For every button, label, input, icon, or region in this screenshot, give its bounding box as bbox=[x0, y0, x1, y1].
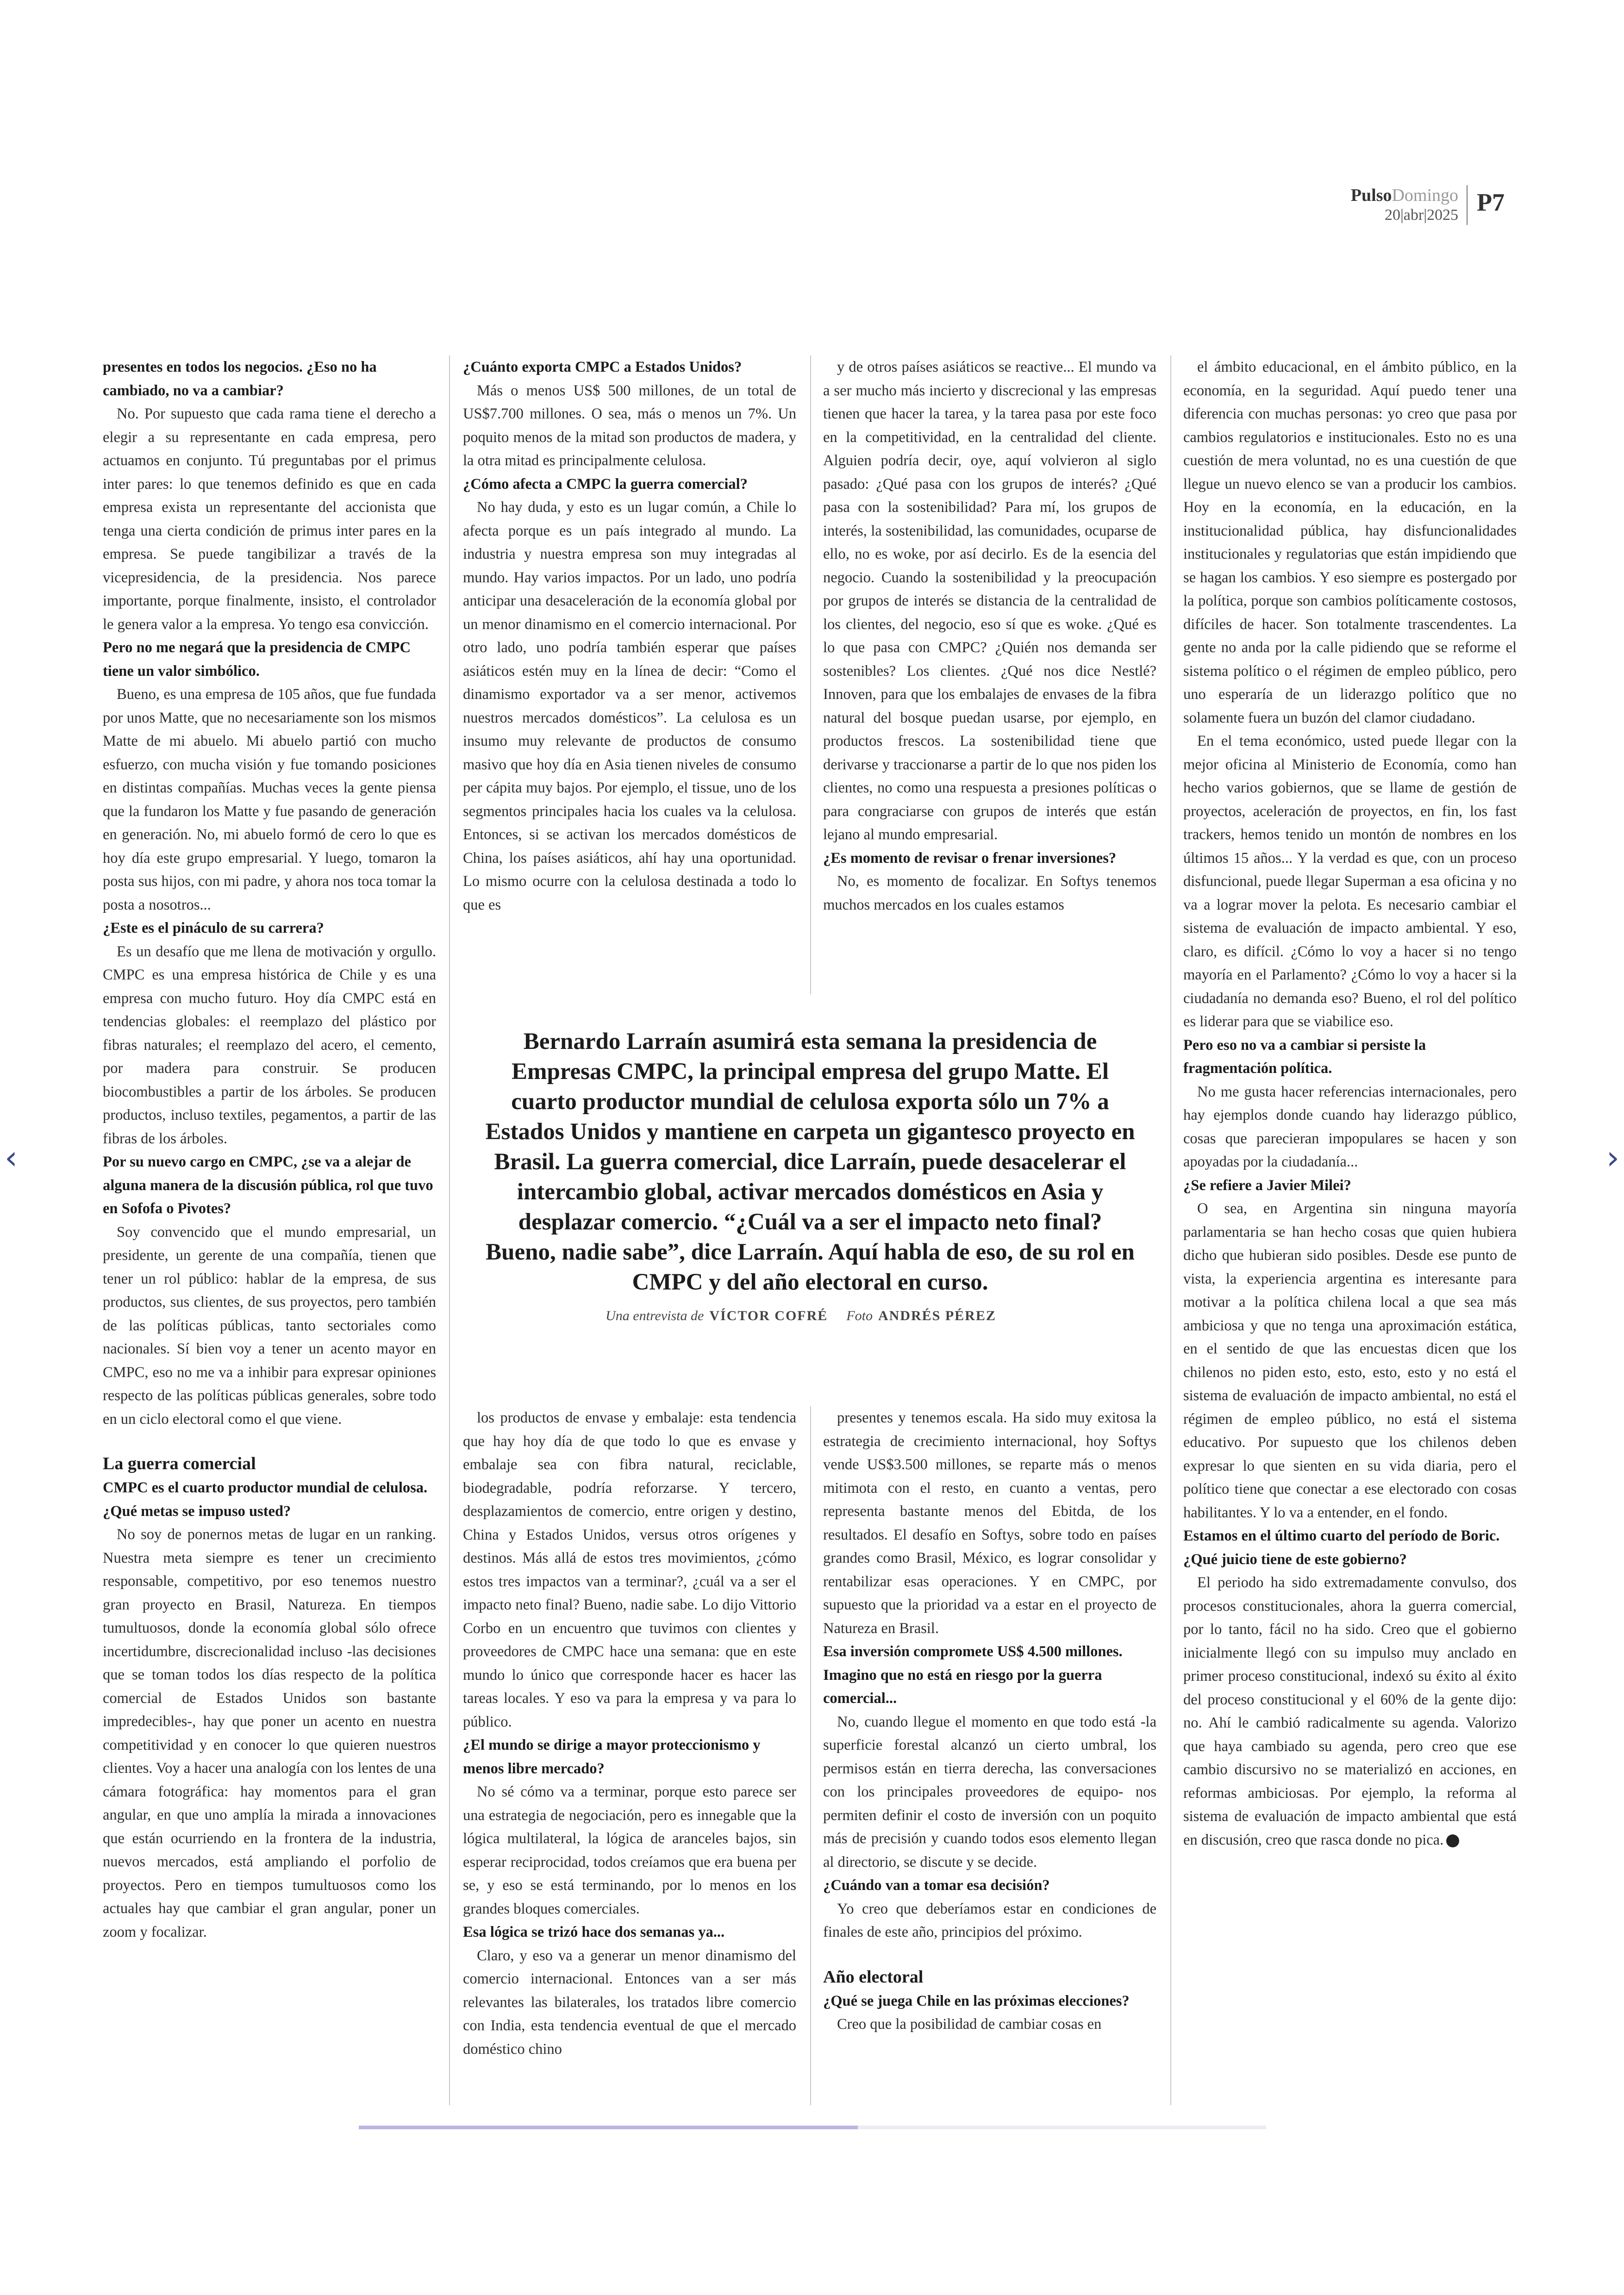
answer-paragraph: No, es momento de focalizar. En Softys tenemos muchos mercados en los cuales estamos bbox=[823, 873, 1156, 913]
answer-paragraph: los productos de envase y embalaje: esta tendencia que hay hoy día de que todo lo que es envase y embalaje sea con fibra natural, reciclable, biodegradable, podría reforzarse. Y tercero, desplazamientos de comercio, entre origen y destino, China y Estados Unidos, versus otros orígenes y destinos. Más allá de estos tres movimientos, ¿cómo estos tres impactos van a terminar?, ¿cuál va a ser el impacto neto final? Bueno, nadie sabe. Lo dijo Vittorio Corbo en un encuentro que tuvimos con clientes y proveedores de CMPC hace una semana: que en este mundo lo único que corresponde hacer es hacer las tareas locales. Y eso va para la empresa y va para lo público. bbox=[463, 1409, 796, 1730]
answer-paragraph: Yo creo que deberíamos estar en condiciones de finales de este año, principios del próximo. bbox=[823, 1900, 1156, 1940]
answer-paragraph: En el tema económico, usted puede llegar con la mejor oficina al Ministerio de Economía, como han hecho varios gobiernos, que se llame de gestión de proyectos, aceleración de proyectos, en fin, los fast trackers, hemos tenido un montón de nombres en los últimos 15 años... Y la verdad es que, con un proceso disfuncional, puede llegar Superman a esa oficina y no va a lograr mover la pelota. Es necesario cambiar el sistema de evaluación de impacto ambiental. Y eso, claro, es difícil. ¿Cómo lo voy a hacer si no tengo mayoría en el Parlamento? ¿Cómo lo voy a hacer si la ciudadanía no demanda eso? Bueno, el rol del político es liderar para que se viabilice eso. bbox=[1183, 733, 1517, 1030]
article-credits: Una entrevista de VÍCTOR COFRÉ Foto ANDRÉS PÉREZ bbox=[606, 1308, 996, 1323]
interview-question: Esa inversión compromete US$ 4.500 millones. Imagino que no está en riesgo por la guerra comercial... bbox=[823, 1643, 1123, 1707]
next-page-chevron-icon[interactable]: › bbox=[1606, 1139, 1619, 1177]
previous-page-chevron-icon[interactable]: ‹ bbox=[5, 1139, 18, 1177]
column-divider bbox=[449, 355, 450, 2105]
column-divider bbox=[810, 1406, 811, 2105]
article-column-4 bbox=[1183, 355, 1517, 1852]
answer-paragraph: Es un desafío que me llena de motivación y orgullo. CMPC es una empresa histórica de Chile y es una empresa con mucho futuro. Hoy día CMPC está en tendencias globales: el reemplazo del plástico por fibras naturales; el reemplazo del acero, el cemento, por madera para construir. Se producen biocombustibles a partir de los árboles. Se producen productos, incluso textiles, pegamentos, a partir de las fibras de los árboles. bbox=[103, 943, 436, 1147]
interview-question: Estamos en el último cuarto del período de Boric. ¿Qué juicio tiene de este gobierno? bbox=[1183, 1528, 1500, 1568]
interview-question: CMPC es el cuarto productor mundial de celulosa. ¿Qué metas se impuso usted? bbox=[103, 1479, 428, 1520]
interview-question: presentes en todos los negocios. ¿Eso no ha cambiado, no va a cambiar? bbox=[103, 359, 377, 399]
article-column-3-bottom bbox=[823, 1406, 1156, 2036]
answer-paragraph: El periodo ha sido extremadamente convulso, dos procesos constitucionales, ahora la guerra comercial, por lo tanto, fácil no ha sido. Creo que el gobierno inicialmente llegó con su impulso muy anclado en primer proceso constitucional, indexó su éxito al éxito del proceso constitucional y el 60% de la gente dijo: no. Ahí le cambió radicalmente su agenda. Valorizo que haya cambiado su agenda, pero creo que ese cambio discursivo no se materializó en acciones, en reformas ambiciosas. Por ejemplo, la reforma al sistema de evaluación de impacto ambiental que está en discusión, creo que rasca donde no pica. bbox=[1183, 1574, 1517, 1848]
interview-question: ¿Este es el pináculo de su carrera? bbox=[103, 920, 324, 936]
reading-progress-fill bbox=[359, 2126, 858, 2129]
masthead-divider bbox=[1467, 185, 1468, 225]
column-divider bbox=[810, 355, 811, 994]
interview-question: ¿Cuánto exporta CMPC a Estados Unidos? bbox=[463, 359, 742, 375]
answer-paragraph: y de otros países asiáticos se reactive... El mundo va a ser mucho más incierto y discrecional y las empresas tienen que hacer la tarea, y la tarea pasa por este foco en la competitividad, en la centralidad del cliente. Alguien podría decir, oye, aquí volvieron al siglo pasado: ¿Qué pasa con los grupos de interés? ¿Qué pasa con la sostenibilidad? Para mí, los grupos de interés, la sostenibilidad, las comunidades, ocuparse de ello, no es woke, por así decirlo. Es de la esencia del negocio. Cuando la sostenibilidad y la preocupación por grupos de interés se distancia de la centralidad de los clientes, del negocio, eso sí que es woke. ¿Qué es lo que pasa con CMPC? ¿Quién nos demanda ser sostenibles? Los clientes. ¿Qué nos dice Nestlé? Innoven, para que los embalajes de envases de la fibra natural del bosque puedan usarse, por ejemplo, en productos frescos. La sostenibilidad tiene que derivarse y traccionarse a partir de lo que nos piden los clientes, no como una respuesta a presiones políticas o para congraciarse con grupos de interés que están lejano al mundo empresarial. bbox=[823, 359, 1156, 843]
answer-paragraph: Creo que la posibilidad de cambiar cosas en bbox=[837, 2016, 1102, 2033]
article-column-3-top bbox=[823, 355, 1156, 917]
answer-paragraph: No. Por supuesto que cada rama tiene el derecho a elegir a su representante en cada empresa, pero actuamos en conjunto. Tú preguntabas por el primus inter pares: lo que tenemos definido es que en cada empresa exista un representante del accionista que tenga una cierta condición de primus inter pares en la empresa. Se puede tangibilizar a través de la vicepresidencia, de la presidencia. Nos parece importante, porque finalmente, insisto, el controlador le genera valor a la empresa. Yo tengo esa convicción. bbox=[103, 405, 436, 633]
interview-question: ¿Qué se juega Chile en las próximas elecciones? bbox=[823, 1992, 1130, 2009]
section-heading: La guerra comercial bbox=[103, 1454, 256, 1473]
publication-brand: PulsoDomingo bbox=[1350, 186, 1458, 205]
answer-paragraph: O sea, en Argentina sin ninguna mayoría parlamentaria se han hecho cosas que quien hubiera dicho que hubieran sido posibles. Desde ese punto de vista, la experiencia argentina es interesante para motivar a la política chilena local a que sea más ambiciosa y que no tenga una aproximación estática, en el sentido de que las encuestas dicen que los chilenos no piden esto, esto, esto, esto y no está el sistema de evaluación de impacto ambiental, no está el régimen de empleo público, no está el sistema educativo. Por supuesto que los chilenos deben expresar lo que sienten en su vida diaria, pero el político tiene que conectar a ese electorado con cosas habilitantes. Y lo va a entender, en el fondo. bbox=[1183, 1200, 1517, 1521]
interview-question: Esa lógica se trizó hace dos semanas ya... bbox=[463, 1924, 725, 1940]
interview-question: ¿Se refiere a Javier Milei? bbox=[1183, 1177, 1351, 1194]
interview-question: ¿Es momento de revisar o frenar inversiones? bbox=[823, 849, 1117, 867]
answer-paragraph: No soy de ponernos metas de lugar en un ranking. Nuestra meta siempre es tener un crecimiento responsable, competitivo, por eso tenemos nuestro gran proyecto en Brasil, Natureza. En tiempos tumultuosos, donde la economía global sólo ofrece incertidumbre, discrecionalidad incluso -las decisiones que se toman todos los días respecto de la política comercial de Estados Unidos son bastante impredecibles-, hay que poner un acento en nuestra competitividad y en conocer lo que quieren nuestros clientes. Voy a hacer una analogía con los lentes de una cámara fotográfica: hay momentos para el gran angular, en que uno amplía la mirada a innovaciones que están ocurriendo en la frontera de la industria, nuevos mercados, está ampliando el porfolio de proyectos. Pero en tiempos tumultuosos como los actuales hay que cambiar el gran angular, poner un zoom y focalizar. bbox=[103, 1526, 436, 1940]
answer-paragraph: el ámbito educacional, en el ámbito público, en la economía, en la seguridad. Aquí puedo tener una diferencia con muchas personas: yo creo que pasa por cambios regulatorios e institucionales. Esto no es una cuestión de mera voluntad, no es una cuestión de que llegue un nuevo elenco se van a producir los cambios. Hoy en la economía, en la educación, en la institucionalidad pública, hay disfuncionalidades institucionales y regulatorias que están impidiendo que se hagan los cambios. Y eso siempre es postergado por la política, porque son cambios políticamente costosos, difíciles de hacer. Son totalmente trascendentes. La gente no anda por la calle pidiendo que se reforme el sistema político o el régimen de empleo público, pero uno esperaría de un liderazgo político que no solamente fuera un buzón del clamor ciudadano. bbox=[1183, 359, 1517, 726]
answer-paragraph: presentes y tenemos escala. Ha sido muy exitosa la estrategia de crecimiento internacional, hoy Softys vende US$3.500 millones, se reparte más o menos mitimota con el resto, en cuanto a ventas, pero representa bastante menos del Ebitda, de los resultados. El desafío en Softys, sobre todo en países grandes como Brasil, México, es lograr consolidar y rentabilizar esas operaciones. Y en CMPC, por supuesto que la prioridad va a estar en el proyecto de Natureza en Brasil. bbox=[823, 1409, 1156, 1637]
answer-paragraph: Claro, y eso va a generar un menor dinamismo del comercio internacional. Entonces van a ser más relevantes las bilaterales, los tratados libre comercio con India, esta tendencia eventual de que el mercado doméstico chino bbox=[463, 1947, 796, 2058]
answer-paragraph: Bueno, es una empresa de 105 años, que fue fundada por unos Matte, que no necesariamente son los mismos Matte de mi abuelo. Mi abuelo partió con mucho esfuerzo, con mucha visión y fue tomando posiciones en distintas compañías. Muchas veces la gente piensa que la fundaron los Matte y fue pasando de generación en generación. No, mi abuelo formó de cero lo que es hoy día este grupo empresarial. Y luego, tomaron la posta sus hijos, con mi padre, y ahora nos toca tomar la posta a nosotros... bbox=[103, 686, 436, 913]
answer-paragraph: No hay duda, y esto es un lugar común, a Chile lo afecta porque es un país integrado al mundo. La industria y nuestra empresa son muy integradas al mundo. Hay varios impactos. Por un lado, uno podría anticipar una desaceleración de la economía global por un menor dinamismo en el comercio internacional. Por otro lado, uno podría también esperar que países asiáticos estén muy en la línea de decir: “Como el dinamismo exportador va a ser menor, activemos nuestros mercados domésticos”. La celulosa es un insumo muy relevante de productos de consumo masivo que hoy día en Asia tienen niveles de consumo per cápita muy bajos. Por ejemplo, el tissue, uno de los segmentos principales hacia los cuales va la celulosa. Entonces, si se activan los mercados domésticos de China, los países asiáticos, ahí hay una oportunidad. Lo mismo ocurre con la celulosa destinada a todo lo que es bbox=[463, 499, 796, 913]
section-heading: Año electoral bbox=[823, 1967, 924, 1987]
article-column-2-bottom bbox=[463, 1406, 796, 2061]
interview-question: ¿Cómo afecta a CMPC la guerra comercial? bbox=[463, 475, 748, 493]
interview-question: ¿El mundo se dirige a mayor proteccionismo y menos libre mercado? bbox=[463, 1737, 761, 1777]
issue-date: 20|abr|2025 bbox=[1384, 206, 1458, 224]
interview-question: ¿Cuándo van a tomar esa decisión? bbox=[823, 1877, 1050, 1894]
page-number: P7 bbox=[1477, 188, 1505, 216]
answer-paragraph: No me gusta hacer referencias internacionales, pero hay ejemplos donde cuando hay liderazgo público, cosas que parecieran impopulares se hacen y son apoyadas por la ciudadanía... bbox=[1183, 1083, 1517, 1170]
column-divider bbox=[1170, 355, 1171, 2105]
interview-question: Pero no me negará que la presidencia de CMPC tiene un valor simbólico. bbox=[103, 639, 411, 680]
answer-paragraph: Más o menos US$ 500 millones, de un total de US$7.700 millones. O sea, más o menos un 7%. Un poquito menos de la mitad son productos de madera, y la otra mitad es principalmente celulosa. bbox=[463, 382, 796, 469]
answer-paragraph: No sé cómo va a terminar, porque esto parece ser una estrategia de negociación, pero es innegable que la lógica multilateral, la lógica de aranceles bajos, sin esperar reciprocidad, todos creíamos que era buena per se, y eso se está terminando, por lo menos en los grandes bloques comerciales. bbox=[463, 1784, 796, 1917]
article-column-2-top bbox=[463, 355, 796, 917]
answer-paragraph: No, cuando llegue el momento en que todo está -la superficie forestal alcanzó un cierto umbral, los permisos están en tierra derecha, las conversaciones con los principales proveedores de equipo- nos permiten definir el costo de inversión con un poquito más de precisión y cuando todos esos elemento llegan al directorio, se discute y se decide. bbox=[823, 1713, 1156, 1871]
masthead bbox=[1329, 185, 1505, 236]
answer-paragraph: Soy convencido que el mundo empresarial, un presidente, un gerente de una compañía, tienen que tener un rol público: hablar de la empresa, de sus productos, sus clientes, de sus proyectos, pero también de las políticas públicas, tanto sectoriales como nacionales. Sí bien voy a tener un acento mayor en CMPC, eso no me va a inhibir para expresar opiniones respecto de las políticas públicas generales, sobre todo en un ciclo electoral como el que viene. bbox=[103, 1223, 436, 1428]
end-of-article-icon bbox=[1446, 1834, 1459, 1847]
reading-progress-bar[interactable] bbox=[359, 2126, 1266, 2129]
article-deck: Bernardo Larraín asumirá esta semana la presidencia de Empresas CMPC, la principal empresa del grupo Matte. El cuarto productor mundial de celulosa exporta sólo un 7% a Estados Unidos y mantiene en carpeta un gigantesco proyecto en Brasil. La guerra comercial, dice Larraín, puede desacelerar el intercambio global, activar mercados domésticos en Asia y desplazar comercio. “¿Cuál va a ser el impacto neto final? Bueno, nadie sabe”, dice Larraín. Aquí habla de eso, de su rol en CMPC y del año electoral en curso. bbox=[485, 1029, 1135, 1295]
interview-question: Por su nuevo cargo en CMPC, ¿se va a alejar de alguna manera de la discusión pública, rol que tuvo en Sofofa o Pivotes? bbox=[103, 1154, 433, 1217]
interview-question: Pero eso no va a cambiar si persiste la fragmentación política. bbox=[1183, 1036, 1426, 1077]
article-column-1 bbox=[103, 355, 436, 1944]
